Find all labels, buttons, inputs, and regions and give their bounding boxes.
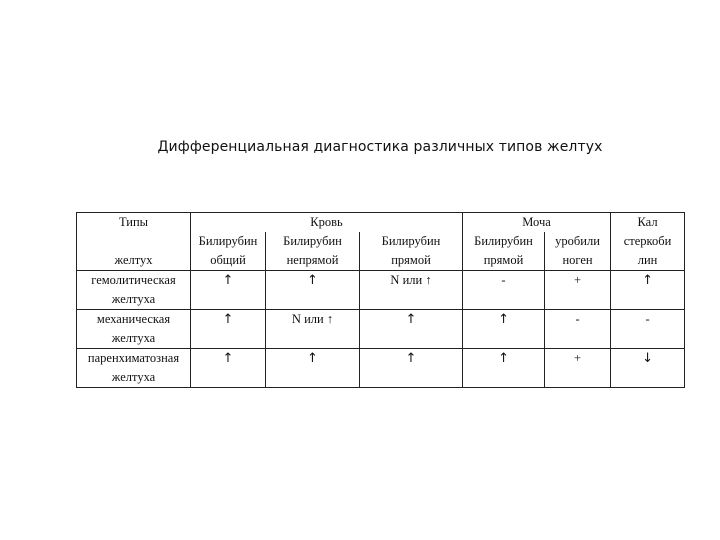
row-type-cell xyxy=(77,271,191,310)
header-blood-total-line2: общий xyxy=(210,253,246,267)
value-feces-stercobilin: - xyxy=(645,312,650,326)
header-urine-bilirubin xyxy=(463,232,545,271)
table-row xyxy=(77,271,685,310)
cell-blood-indirect xyxy=(266,349,360,388)
value-blood-direct: N или ↑ xyxy=(390,273,432,287)
header-types-top xyxy=(77,213,191,233)
cell-blood-total xyxy=(191,349,266,388)
header-group-feces-text: Кал xyxy=(637,215,658,229)
value-blood-total: ↑ xyxy=(222,312,234,327)
value-blood-indirect: ↑ xyxy=(307,351,318,366)
header-blood-total-line1: Билирубин xyxy=(198,234,258,248)
header-group-blood xyxy=(191,213,463,233)
value-feces-stercobilin: ↑ xyxy=(642,273,653,288)
row-type-cell xyxy=(77,310,191,349)
header-group-blood-text: Кровь xyxy=(310,215,343,229)
cell-urine-urobilinogen xyxy=(545,271,611,310)
header-group-feces xyxy=(611,213,685,233)
page-title: Дифференциальная диагностика различных типов желтух xyxy=(157,139,603,155)
value-urine-urobilinogen: + xyxy=(573,273,582,287)
cell-feces-stercobilin xyxy=(611,310,685,349)
value-blood-total: ↑ xyxy=(222,273,234,288)
header-blood-total xyxy=(191,232,266,271)
value-urine-urobilinogen: - xyxy=(575,312,580,326)
row-type-line1: механическая xyxy=(96,312,171,326)
cell-urine-urobilinogen xyxy=(545,349,611,388)
header-urine-bilirubin-line1: Билирубин xyxy=(474,234,533,248)
header-feces-stercobilin xyxy=(611,232,685,271)
value-blood-indirect: ↑ xyxy=(307,273,318,288)
header-feces-stercobilin-line1: стеркоби xyxy=(623,234,672,248)
header-blood-direct xyxy=(360,232,463,271)
value-blood-indirect: N или ↑ xyxy=(291,312,334,326)
header-blood-indirect xyxy=(266,232,360,271)
cell-urine-bilirubin xyxy=(463,349,545,388)
value-feces-stercobilin: ↓ xyxy=(642,351,653,366)
header-urine-bilirubin-line2: прямой xyxy=(483,253,524,267)
cell-urine-urobilinogen xyxy=(545,310,611,349)
row-type-cell xyxy=(77,349,191,388)
header-group-urine-text: Моча xyxy=(522,215,551,229)
cell-blood-total xyxy=(191,310,266,349)
header-urine-urobilinogen xyxy=(545,232,611,271)
header-types-bottom-text: желтух xyxy=(114,253,153,267)
row-type-line2: желтуха xyxy=(111,370,156,384)
row-type-line2: желтуха xyxy=(111,331,156,345)
cell-blood-indirect xyxy=(266,271,360,310)
value-urine-bilirubin: - xyxy=(501,273,506,287)
header-feces-stercobilin-line2: лин xyxy=(637,253,658,267)
header-blood-indirect-line1: Билирубин xyxy=(283,234,342,248)
row-type-line1: гемолитическая xyxy=(91,273,176,287)
value-blood-direct: ↑ xyxy=(405,312,417,327)
row-type-line1: паренхиматозная xyxy=(87,351,180,365)
cell-blood-direct xyxy=(360,310,463,349)
value-urine-bilirubin: ↑ xyxy=(498,312,509,327)
header-row-columns xyxy=(77,232,685,271)
header-urine-urobilinogen-line2: ноген xyxy=(562,253,593,267)
header-blood-indirect-line2: непрямой xyxy=(286,253,339,267)
header-urine-urobilinogen-line1: уробили xyxy=(555,234,600,248)
cell-blood-direct xyxy=(360,349,463,388)
header-row-groups xyxy=(77,213,685,233)
value-blood-total: ↑ xyxy=(222,351,234,366)
header-types-top-text: Типы xyxy=(118,215,149,229)
row-type-line2: желтуха xyxy=(111,292,156,306)
cell-feces-stercobilin xyxy=(611,349,685,388)
value-urine-urobilinogen: + xyxy=(573,351,582,365)
cell-blood-indirect xyxy=(266,310,360,349)
table-row xyxy=(77,349,685,388)
cell-blood-direct xyxy=(360,271,463,310)
value-blood-direct: ↑ xyxy=(405,351,417,366)
header-types-bottom xyxy=(77,232,191,271)
cell-urine-bilirubin xyxy=(463,271,545,310)
header-blood-direct-line1: Билирубин xyxy=(381,234,441,248)
jaundice-diagnostics-table xyxy=(76,212,685,388)
header-group-urine xyxy=(463,213,611,233)
cell-blood-total xyxy=(191,271,266,310)
cell-feces-stercobilin xyxy=(611,271,685,310)
value-urine-bilirubin: ↑ xyxy=(498,351,509,366)
header-blood-direct-line2: прямой xyxy=(391,253,431,267)
table-row xyxy=(77,310,685,349)
cell-urine-bilirubin xyxy=(463,310,545,349)
